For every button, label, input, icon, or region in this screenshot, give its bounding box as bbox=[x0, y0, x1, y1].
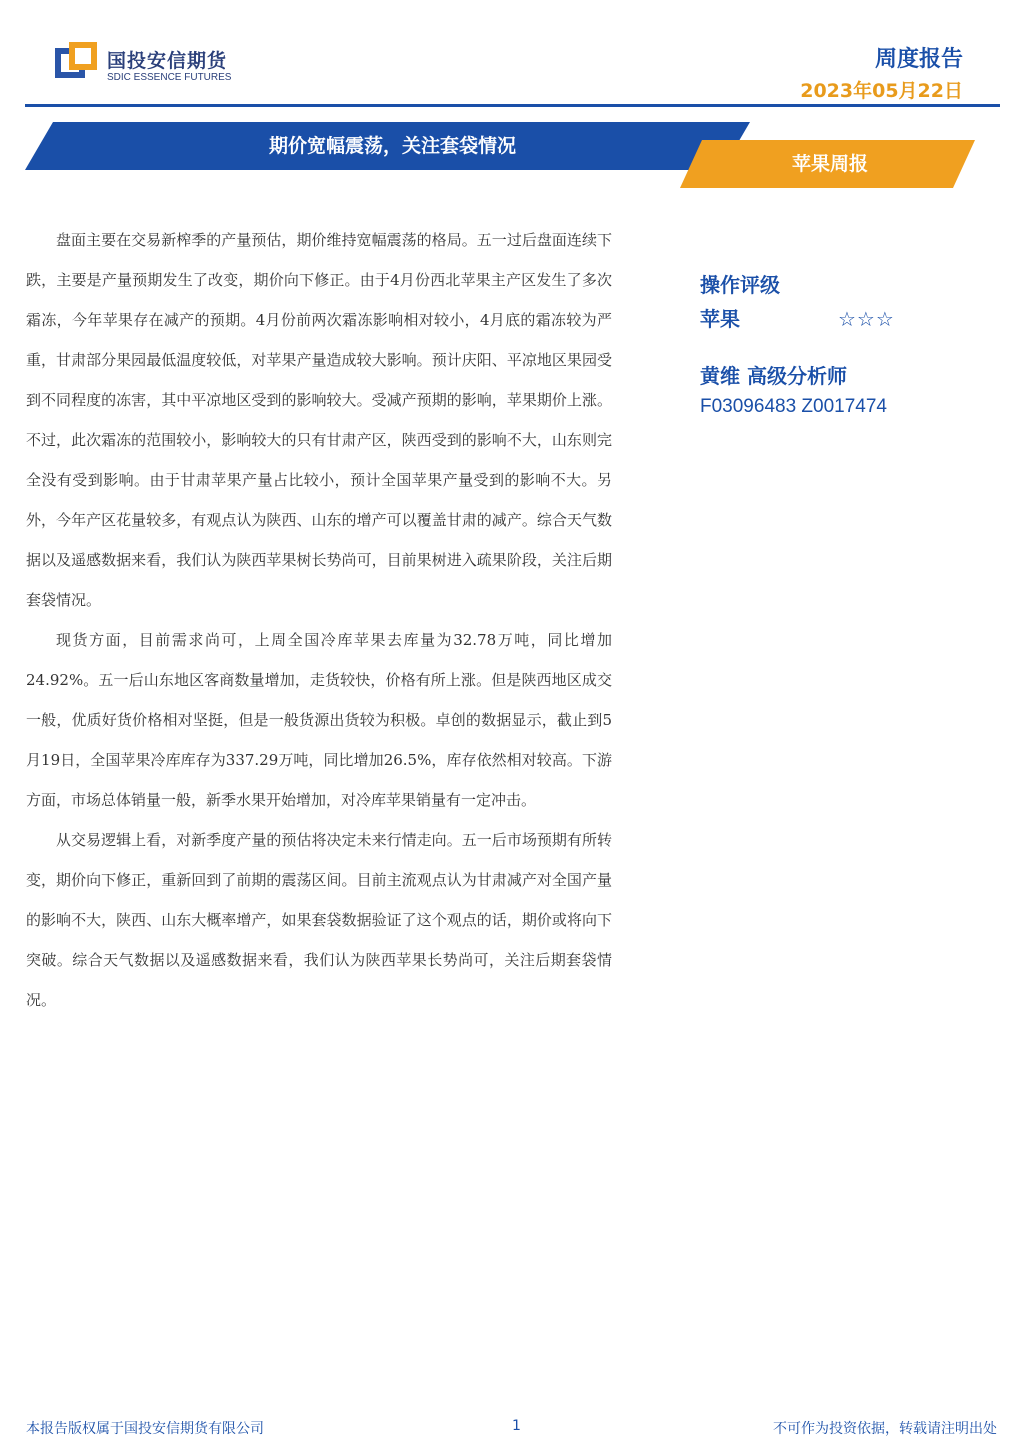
rating-product: 苹果 bbox=[700, 307, 740, 331]
footer-disclaimer: 不可作为投资依据，转载请注明出处 bbox=[773, 1421, 997, 1437]
logo-chinese-name: 国投安信期货 bbox=[107, 50, 228, 72]
report-tag: 苹果周报 bbox=[791, 153, 868, 175]
rating-row bbox=[700, 302, 1000, 336]
sidebar bbox=[700, 268, 1000, 422]
page-number: 1 bbox=[512, 1418, 521, 1434]
rating-label: 操作评级 bbox=[700, 273, 780, 297]
report-type: 周度报告 bbox=[874, 47, 963, 72]
logo-english-name: SDIC ESSENCE FUTURES bbox=[107, 72, 232, 83]
body-paragraph: 盘面主要在交易新榨季的产量预估，期价维持宽幅震荡的格局。五一过后盘面连续下跌，主要是产量预期发生了改变，期价向下修正。由于4月份西北苹果主产区发生了多次霜冻，今年苹果存在减产的预期。4月份前两次霜冻影响相对较小，4月底的霜冻较为严重，甘肃部分果园最低温度较低，对苹果产量造成较大影响。预计庆阳、平凉地区果园受到不同程度的冻害，其中平凉地区受到的影响较大。受减产预期的影响，苹果期价上涨。不过，此次霜冻的范围较小，影响较大的只有甘肃产区，陕西受到的影响不大，山东则完全没有受到影响。由于甘肃苹果产量占比较小，预计全国苹果产量受到的影响不大。另外，今年产区花量较多，有观点认为陕西、山东的增产可以覆盖甘肃的减产。综合天气数据以及遥感数据来看，我们认为陕西苹果树长势尚可，目前果树进入疏果阶段，关注后期套袋情况。 bbox=[26, 231, 612, 609]
footer-copyright: 本报告版权属于国投安信期货有限公司 bbox=[26, 1421, 264, 1437]
star-rating-icon: ☆☆☆ bbox=[838, 307, 895, 331]
company-logo bbox=[55, 40, 245, 88]
body-paragraph: 现货方面，目前需求尚可，上周全国冷库苹果去库量为32.78万吨，同比增加24.92%。五一后山东地区客商数量增加，走货较快，价格有所上涨。但是陕西地区成交一般，优质好货价格相对坚挺，但是一般货源出货较为积极。卓创的数据显示，截止到5月19日，全国苹果冷库库存为337.29万吨，同比增加26.5%，库存依然相对较高。下游方面，市场总体销量一般，新季水果开始增加，对冷库苹果销量有一定冲击。 bbox=[26, 631, 612, 809]
body-paragraph: 从交易逻辑上看，对新季度产量的预估将决定未来行情走向。五一后市场预期有所转变，期价向下修正，重新回到了前期的震荡区间。目前主流观点认为甘肃减产对全国产量的影响不大，陕西、山东大概率增产，如果套袋数据验证了这个观点的话，期价或将向下突破。综合天气数据以及遥感数据来看，我们认为陕西苹果长势尚可，关注后期套袋情况。 bbox=[26, 831, 612, 1009]
analyst-name: 黄维 高级分析师 bbox=[700, 364, 847, 388]
report-title: 期价宽幅震荡，关注套袋情况 bbox=[268, 135, 516, 157]
analyst-licenses: F03096483 Z0017474 bbox=[700, 396, 887, 417]
report-date: 2023年05月22日 bbox=[800, 80, 963, 102]
logo-mark-icon bbox=[55, 40, 99, 84]
report-body bbox=[26, 220, 612, 1020]
header-divider bbox=[25, 104, 1000, 107]
